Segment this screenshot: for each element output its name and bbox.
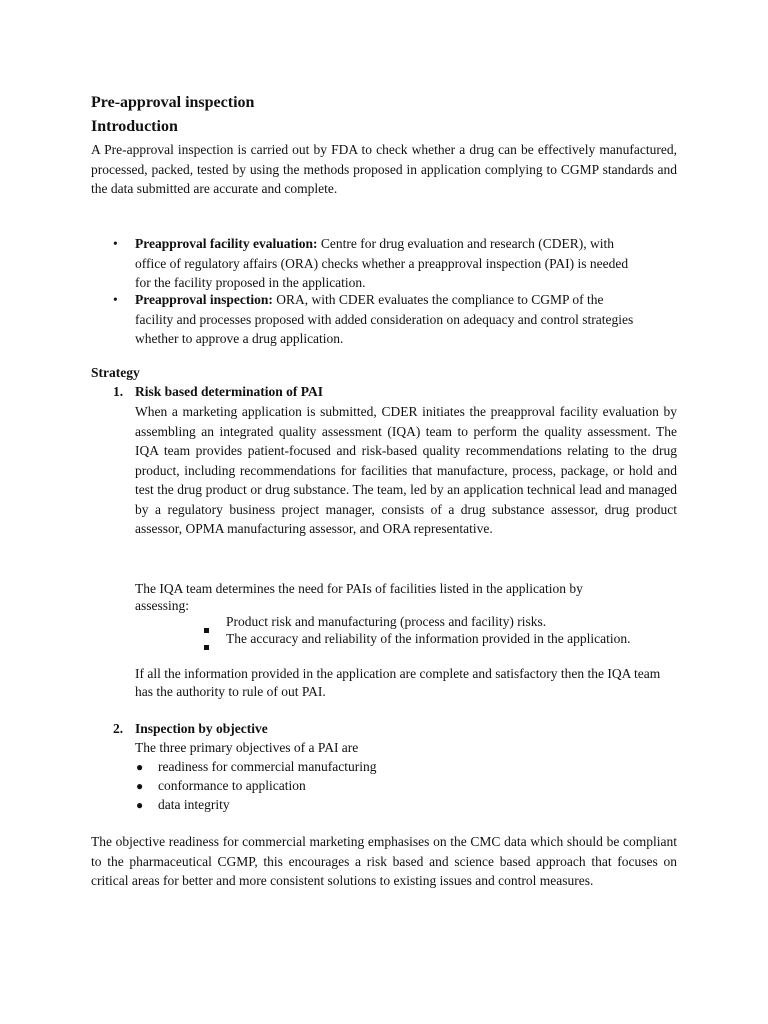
bullet-text: for the facility proposed in the application.: [135, 275, 366, 290]
risk-based-paragraph: When a marketing application is submitted, CDER initiates the preapproval facility evaluation by assembling an integrated quality assessment (IQA) team to perform the quality assessment. The IQA team provides patient-focused and risk-based quality recommendations relating to the drug product, including recommendations for facilities that manufacture, process, package, or hold and test the drug product or drug substance. The team, led by an application technical lead and managed by a regulatory business project manager, consists of a drug substance assessor, drug product assessor, OPMA manufacturing assessor, and ORA representative.: [135, 404, 677, 536]
bullet-text: ORA, with CDER evaluates the compliance to CGMP of the: [272, 292, 604, 307]
square-bullet-marker: [204, 637, 209, 655]
intro-heading: Introduction: [91, 118, 178, 135]
intro-paragraph: A Pre-approval inspection is carried out by FDA to check whether a drug can be effectively manufactured, processed, packed, tested by using the methods proposed in application complying to CGMP standards and the data submitted are accurate and complete.: [91, 142, 677, 196]
closing-paragraph-line: has the authority to rule of out PAI.: [135, 684, 326, 699]
objective-item: conformance to application: [158, 778, 306, 793]
bullet-marker: ●: [136, 760, 144, 774]
bullet-marker: ●: [136, 798, 144, 812]
item-number: 2.: [113, 721, 124, 736]
objective-item: data integrity: [158, 797, 230, 812]
item-number: 1.: [113, 384, 124, 399]
bullet-marker: •: [113, 236, 118, 251]
bullet-text: Centre for drug evaluation and research (CDER), with: [317, 236, 615, 251]
item-heading-risk-based: Risk based determination of PAI: [135, 384, 324, 399]
strategy-heading: Strategy: [91, 365, 140, 380]
square-bullet-marker: [204, 620, 209, 638]
bullet-label: Preapproval facility evaluation:: [135, 236, 318, 251]
item-heading-inspection-objective: Inspection by objective: [135, 721, 268, 736]
bullet-item-preapproval-inspection: [135, 290, 695, 349]
bullet-marker: •: [113, 292, 118, 307]
page-title: Pre-approval inspection: [91, 94, 255, 111]
sub-bullet-item: Product risk and manufacturing (process and facility) risks.: [226, 614, 547, 629]
bullet-text: facility and processes proposed with added consideration on adequacy and control strategies: [135, 311, 634, 327]
iqa-paragraph-line: The IQA team determines the need for PAIs of facilities listed in the application by: [135, 581, 583, 596]
iqa-paragraph-line: assessing:: [135, 598, 189, 613]
objective-item: readiness for commercial manufacturing: [158, 759, 377, 774]
bullet-marker: ●: [136, 779, 144, 793]
sub-bullet-item: The accuracy and reliability of the information provided in the application.: [226, 631, 631, 646]
bullet-text: office of regulatory affairs (ORA) checks whether a preapproval inspection (PAI) is needed: [135, 255, 629, 271]
bullet-label: Preapproval inspection:: [135, 292, 273, 307]
bullet-text: whether to approve a drug application.: [135, 331, 344, 346]
bullet-item-facility-evaluation: [135, 234, 695, 293]
objectives-intro: The three primary objectives of a PAI are: [135, 740, 359, 755]
final-paragraph: The objective readiness for commercial marketing emphasises on the CMC data which should be compliant to the pharmaceutical CGMP, this encourages a risk based and science based approach that focuses on critical areas for better and more consistent solutions to existing issues and control measures.: [91, 834, 677, 888]
closing-paragraph-line: If all the information provided in the application are complete and satisfactory then the IQA team: [135, 666, 661, 681]
